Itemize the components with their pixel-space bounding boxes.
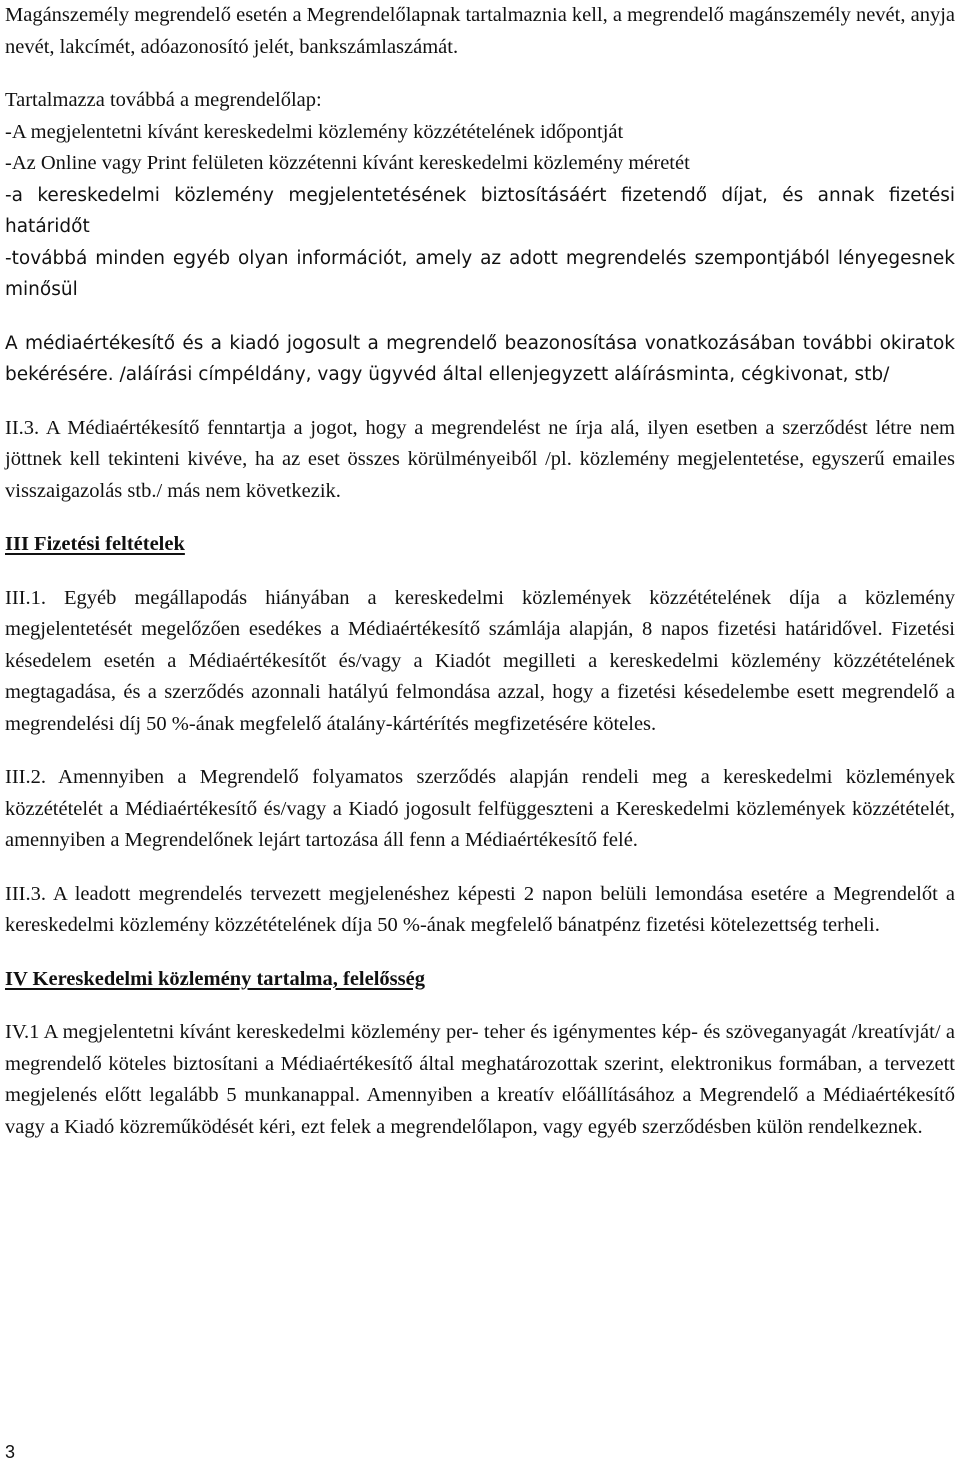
order-form-item: -továbbá minden egyéb olyan információt, amely az adott megrendelés szempontjából lényegesnek minősül: [5, 247, 955, 300]
document-page: [5, 0, 955, 1143]
section-heading-III: III Fizetési feltételek: [5, 533, 185, 555]
paragraph-II-3: II.3. A Médiaértékesítő fenntartja a jogot, hogy a megrendelést ne írja alá, ilyen esetben a szerződést létre nem jöttnek kell tekinteni kivéve, ha az eset összes körülményeiből /pl. közlemény megjelentetése, egyszerű emailes visszaigazolás stb./ más nem következik.: [5, 416, 955, 502]
paragraph-III-3: III.3. A leadott megrendelés tervezett megjelenéshez képesti 2 napon belüli lemondása esetére a Megrendelőt a kereskedelmi közlemény közzétételének díja 50 %-ának megfelelő bánatpénz fizetési kötelezettség terheli.: [5, 882, 955, 936]
page-number: 3: [5, 1442, 16, 1462]
spacer: [5, 63, 955, 85]
order-form-contents-title: Tartalmazza továbbá a megrendelőlap:: [5, 89, 322, 111]
spacer: [5, 561, 955, 583]
spacer: [5, 942, 955, 964]
paragraph-III-2: III.2. Amennyiben a Megrendelő folyamatos szerződés alapján rendeli meg a kereskedelmi közlemények közzétételét a Médiaértékesítő és/vagy a Kiadó jogosult felfüggeszteni a Kereskedelmi közlemények közzétételét, amennyiben a Megrendelőnek lejárt tartozása áll fenn a Médiaértékesítő felé.: [5, 766, 955, 851]
section-heading-IV: IV Kereskedelmi közlemény tartalma, felelősség: [5, 967, 425, 990]
paragraph-IV-1: IV.1 A megjelentetni kívánt kereskedelmi közlemény per- teher és igénymentes kép- és szöveganyagát /kreatívját/ a megrendelő köteles biztosítani a Médiaértékesítő által meghatározottak szerint, elektronikus formában, a tervezett megjelenés előtt legalább 5 munkanappal. Amennyiben a kreatív előállításához a Megrendelő a Médiaértékesítő vagy a Kiadó közreműködését kéri, ezt felek a megrendelőlapon, vagy egyéb szerződésben külön rendelkeznek.: [5, 1021, 955, 1138]
paragraph-private-customer: Magánszemély megrendelő esetén a Megrendelőlapnak tartalmaznia kell, a megrendelő magánszemély nevét, anyja nevét, lakcímét, adóazonosító jelét, bankszámlaszámát.: [5, 4, 955, 58]
order-form-item: -A megjelentetni kívánt kereskedelmi közlemény közzétételének időpontját: [5, 120, 624, 143]
spacer: [5, 391, 955, 413]
spacer: [5, 857, 955, 879]
spacer: [5, 507, 955, 529]
order-form-item: -Az Online vagy Print felületen közzétenni kívánt kereskedelmi közlemény méretét: [5, 152, 690, 174]
paragraph-III-1: III.1. Egyéb megállapodás hiányában a kereskedelmi közlemények közzétételének díja a közlemény megjelentetését megelőzően esedékes a Médiaértékesítő számlája alapján, 8 napos fizetési határidővel. Fizetési késedelem esetén a Médiaértékesítőt és/vagy a Kiadót megilleti a kereskedelmi közlemény közzétételének megtagadása, és a szerződés azonnali hatályú felmondása azzal, hogy a fizetési késedelembe esett megrendelő a megrendelési díj 50 %-ának megfelelő átalány-kártérítés megfizetésére köteles.: [5, 586, 955, 735]
order-form-item: -a kereskedelmi közlemény megjelentetésének biztosításáért fizetendő díjat, és annak fizetési határidőt: [5, 184, 955, 237]
paragraph-identification: A médiaértékesítő és a kiadó jogosult a megrendelő beazonosítása vonatkozásában további okiratok bekérésére. /aláírási címpéldány, vagy ügyvéd által ellenjegyzett aláírásminta, cégkivonat, stb/: [5, 332, 955, 385]
order-form-contents: [5, 85, 955, 306]
spacer: [5, 740, 955, 762]
spacer: [5, 995, 955, 1017]
spacer: [5, 306, 955, 328]
